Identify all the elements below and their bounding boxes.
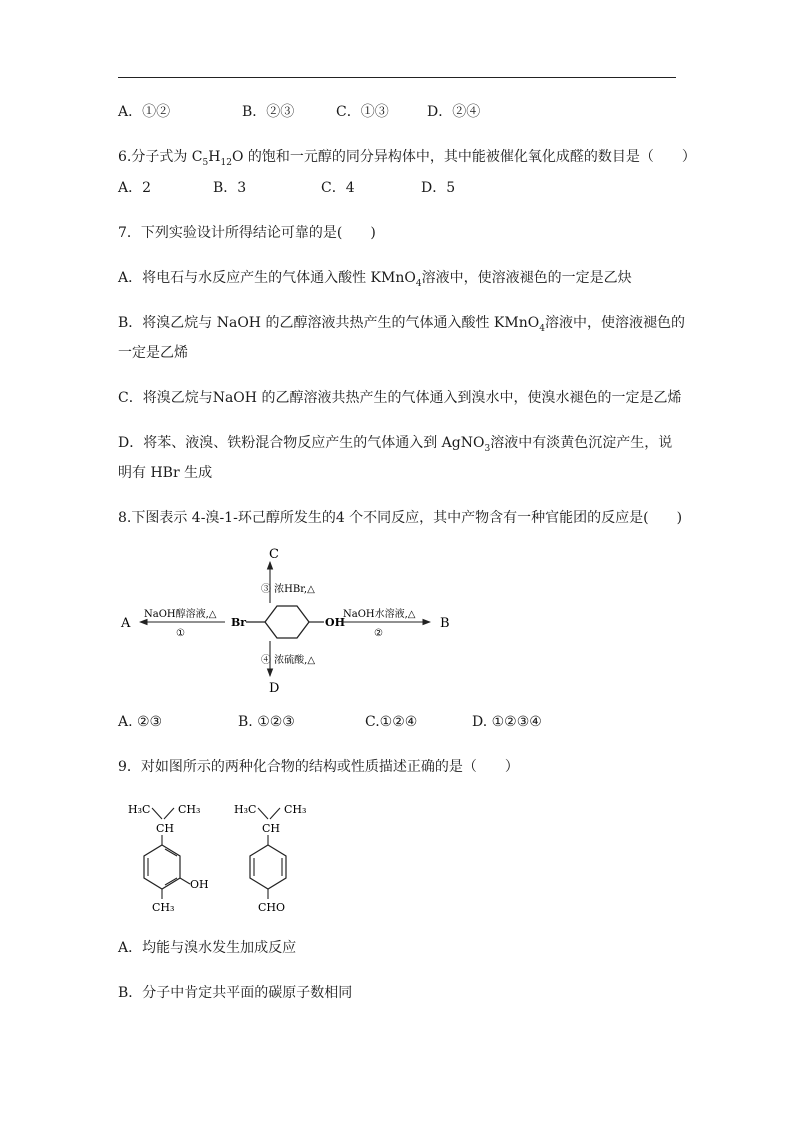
q9-option-b: B．分子中肯定共平面的碳原子数相同 (118, 985, 353, 1001)
svg-text:CH: CH (262, 822, 281, 835)
q9-structures (118, 795, 338, 925)
condition-1-bottom: ① (176, 628, 185, 639)
product-c-label: C (269, 547, 279, 562)
q7-option-a: A．将电石与水反应产生的气体通入酸性 KMnO$_4$溶液中，使溶液褪色的一定是乙炔 (118, 270, 632, 289)
q7-stem: 7．下列实验设计所得结论可靠的是( ) (118, 225, 376, 241)
condition-1-top: NaOH醇溶液,△ (144, 609, 217, 620)
svg-text:CH₃: CH₃ (284, 803, 307, 816)
q6-option-d: D．5 (421, 180, 456, 196)
q6-stem: 6.分子式为 $C_5H_{12}O$ 的饱和一元醇的同分异构体中，其中能被催化氧化成醛的数目是（ ） (118, 149, 696, 168)
svg-text:H₃C: H₃C (128, 803, 151, 816)
oh-label: OH (325, 616, 345, 629)
svg-text:CHO: CHO (258, 901, 286, 914)
q8-option-d: D. ①②③④ (472, 714, 542, 730)
condition-3: ③ 浓HBr,△ (261, 584, 315, 595)
product-a-label: A (121, 616, 131, 631)
q5-option-d: D．②④ (427, 104, 481, 120)
condition-2-top: NaOH水溶液,△ (343, 609, 416, 620)
q6-option-a: A．2 (118, 180, 152, 196)
cyclohexane-ring (265, 606, 309, 638)
q6-option-c: C．4 (321, 180, 355, 196)
svg-text:CH₃: CH₃ (178, 803, 201, 816)
q8-option-c: C.①②④ (365, 714, 418, 730)
q5-option-c: C．①③ (336, 104, 389, 120)
svg-text:CH₃: CH₃ (152, 901, 175, 914)
q9-stem: 9．对如图所示的两种化合物的结构或性质描述正确的是（ ） (118, 759, 519, 775)
condition-2-bottom: ② (374, 628, 383, 639)
q8-option-b: B. ①②③ (238, 714, 295, 730)
q7-option-b: B．将溴乙烷与 NaOH 的乙醇溶液共热产生的气体通入酸性 KMnO$_4$溶液中，使溶液褪色的 (118, 315, 685, 334)
q7-option-c: C．将溴乙烷与NaOH 的乙醇溶液共热产生的气体通入到溴水中，使溴水褪色的一定是乙烯 (118, 390, 682, 406)
header-rule (118, 77, 676, 78)
q7-option-d: D．将苯、液溴、铁粉混合物反应产生的气体通入到 AgNO$_3$溶液中有淡黄色沉淀产生，说 (118, 435, 673, 454)
svg-text:H₃C: H₃C (234, 803, 257, 816)
q5-option-a: A．①② (118, 104, 171, 120)
q9-option-a: A．均能与溴水发生加成反应 (118, 940, 297, 956)
product-b-label: B (440, 616, 450, 631)
q8-option-a: A. ②③ (118, 714, 163, 730)
svg-text:CH: CH (156, 822, 175, 835)
q8-stem: 8.下图表示 4-溴-1-环己醇所发生的4 个不同反应，其中产物含有一种官能团的反应是( ) (118, 510, 683, 526)
q7-option-d-line2: 明有 HBr 生成 (118, 465, 213, 481)
svg-text:OH: OH (190, 878, 209, 891)
q7-option-b-line2: 一定是乙烯 (118, 345, 188, 361)
reaction-diagram (110, 540, 470, 700)
q5-option-b: B．②③ (242, 104, 295, 120)
q6-option-b: B．3 (213, 180, 247, 196)
structure-1 (128, 803, 209, 914)
product-d-label: D (269, 681, 280, 696)
br-label: Br (231, 616, 247, 629)
structure-2 (234, 803, 306, 914)
condition-4: ④ 浓硫酸,△ (261, 655, 316, 666)
